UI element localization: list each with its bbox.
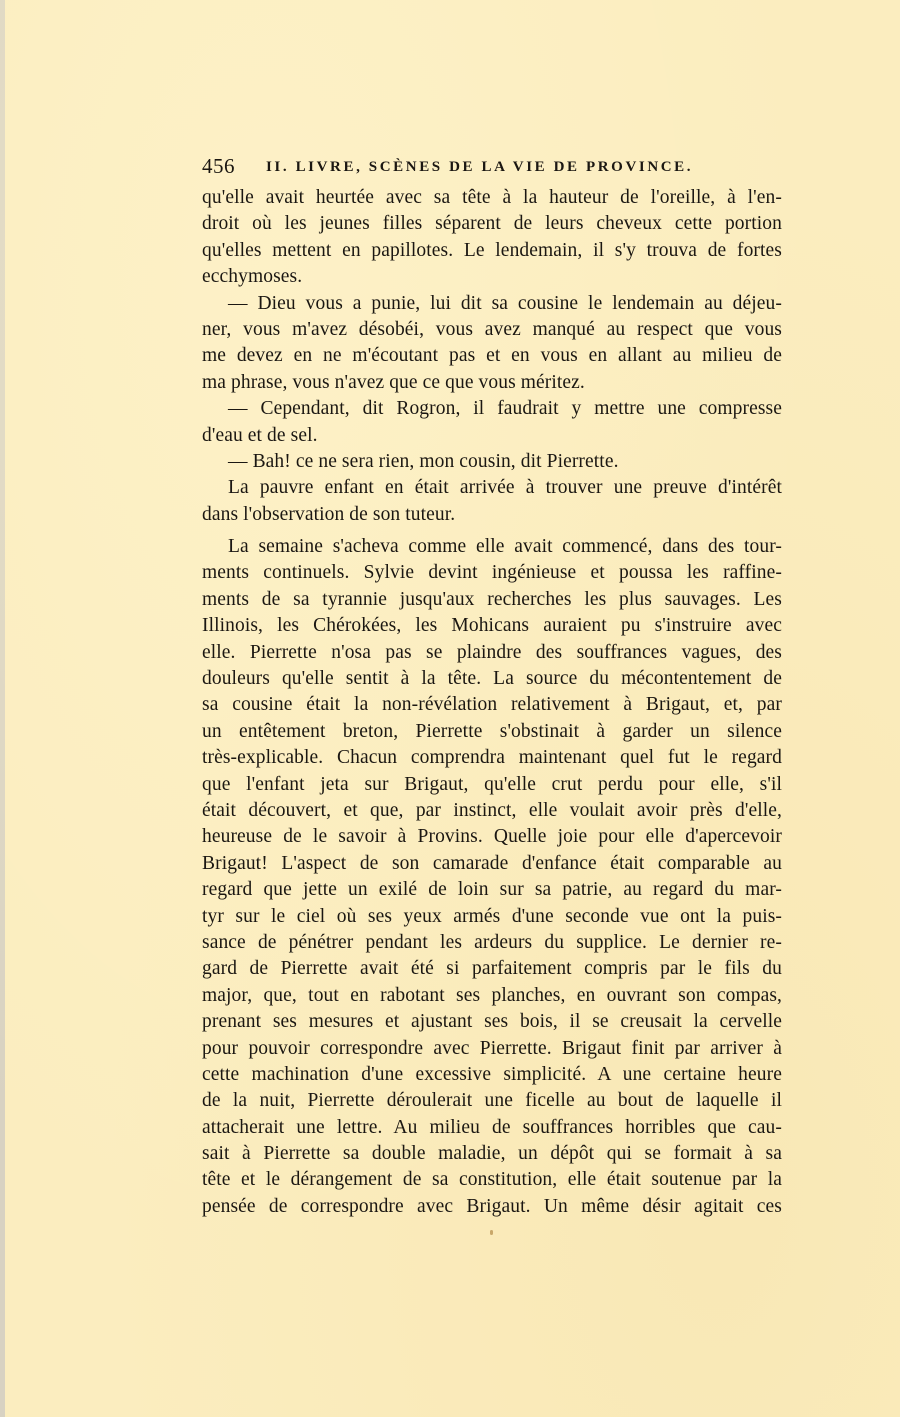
- text-line: très-explicable. Chacun comprendra maintenant quel fut le regard: [202, 747, 782, 769]
- text-line: gard de Pierrette avait été si parfaitement compris par le fils du: [202, 958, 782, 980]
- text-line: major, que, tout en rabotant ses planches, en ouvrant son compas,: [202, 984, 782, 1006]
- text-line: cette machination d'une excessive simplicité. A une certaine heure: [202, 1063, 782, 1085]
- text-line: dans l'observation de son tuteur.: [202, 503, 456, 525]
- text-line: un entêtement breton, Pierrette s'obstinait à garder un silence: [202, 720, 782, 742]
- text-line: attacherait une lettre. Au milieu de souffrances horribles que cau-: [202, 1116, 782, 1138]
- text-line: pour pouvoir correspondre avec Pierrette. Brigaut finit par arriver à: [202, 1037, 782, 1059]
- text-line: qu'elle avait heurtée avec sa tête à la hauteur de l'oreille, à l'en-: [202, 187, 782, 208]
- text-line: elle. Pierrette n'osa pas se plaindre des souffrances vagues, des: [202, 641, 782, 663]
- text-line: ments de sa tyrannie jusqu'aux recherches les plus sauvages. Les: [202, 588, 782, 610]
- text-line: me devez en ne m'écoutant pas et en vous en allant au milieu de: [202, 345, 782, 367]
- text-line: douleurs qu'elle sentit à la tête. La source du mécontentement de: [202, 668, 782, 690]
- text-line: Illinois, les Chérokées, les Mohicans auraient pu s'instruire avec: [202, 615, 782, 637]
- body-text: [202, 185, 782, 1220]
- text-line: droit où les jeunes filles séparent de leurs cheveux cette portion: [202, 213, 782, 235]
- page-header: [202, 154, 782, 178]
- text-line: sance de pénétrer pendant les ardeurs du supplice. Le dernier re-: [202, 931, 782, 953]
- text-line: La pauvre enfant en était arrivée à trouver une preuve d'intérêt: [228, 477, 782, 499]
- text-line: qu'elles mettent en papillotes. Le lendemain, il s'y trouva de fortes: [202, 239, 782, 261]
- text-line: heureuse de le savoir à Provins. Quelle joie pour elle d'apercevoir: [202, 826, 782, 848]
- running-head: II. LIVRE, SCÈNES DE LA VIE DE PROVINCE.: [266, 159, 694, 175]
- text-line: sait à Pierrette sa double maladie, un dépôt qui se formait à sa: [202, 1143, 782, 1165]
- text-line: ecchymoses.: [202, 266, 303, 288]
- paper-speck: [490, 1230, 493, 1235]
- text-line: Brigaut! L'aspect de son camarade d'enfance était comparable au: [202, 852, 782, 874]
- text-line: de la nuit, Pierrette déroulerait une ficelle au bout de laquelle il: [202, 1090, 782, 1112]
- text-line: — Dieu vous a punie, lui dit sa cousine le lendemain au déjeu-: [228, 292, 782, 314]
- text-line: tête et le dérangement de sa constitution, elle était soutenue par la: [202, 1169, 782, 1191]
- text-line: ments continuels. Sylvie devint ingénieuse et poussa les raffine-: [202, 562, 782, 584]
- text-line: ner, vous m'avez désobéi, vous avez manqué au respect que vous: [202, 318, 782, 340]
- text-line: — Bah! ce ne sera rien, mon cousin, dit Pierrette.: [228, 450, 619, 472]
- text-line: que l'enfant jeta sur Brigaut, qu'elle crut perdu pour elle, s'il: [202, 773, 782, 795]
- text-line: pensée de correspondre avec Brigaut. Un même désir agitait ces: [202, 1195, 782, 1217]
- text-line: tyr sur le ciel où ses yeux armés d'une seconde vue ont la puis-: [202, 905, 782, 927]
- text-line: sa cousine était la non-révélation relativement à Brigaut, et, par: [202, 694, 782, 716]
- text-line: d'eau et de sel.: [202, 424, 318, 446]
- text-line: regard que jette un exilé de loin sur sa patrie, au regard du mar-: [202, 879, 782, 901]
- text-line: La semaine s'acheva comme elle avait commencé, dans des tour-: [228, 536, 782, 558]
- text-line: — Cependant, dit Rogron, il faudrait y mettre une compresse: [228, 398, 782, 420]
- page-number: 456: [202, 154, 235, 178]
- text-line: était découvert, et que, par instinct, elle voulait avoir près d'elle,: [202, 799, 782, 821]
- text-line: ma phrase, vous n'avez que ce que vous méritez.: [202, 371, 585, 393]
- text-line: prenant ses mesures et ajustant ses bois, il se creusait la cervelle: [202, 1011, 782, 1033]
